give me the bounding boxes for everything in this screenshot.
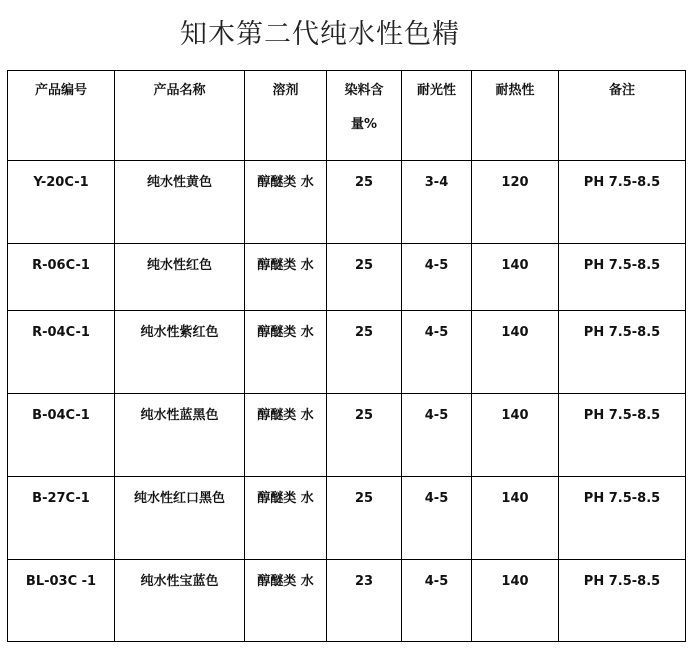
cell-solvent: 醇醚类 水 [245, 311, 327, 394]
cell-code: B-27C-1 [8, 477, 115, 560]
header-note: 备注 [559, 71, 686, 161]
cell-light-fastness: 4-5 [402, 477, 472, 560]
cell-dye-content: 23 [327, 560, 402, 642]
cell-note: PH 7.5-8.5 [559, 560, 686, 642]
cell-solvent: 醇醚类 水 [245, 560, 327, 642]
cell-note: PH 7.5-8.5 [559, 394, 686, 477]
cell-code: BL-03C -1 [8, 560, 115, 642]
cell-dye-content: 25 [327, 244, 402, 311]
product-table [7, 70, 686, 642]
header-name: 产品名称 [115, 71, 245, 161]
header-solvent: 溶剂 [245, 71, 327, 161]
cell-light-fastness: 4-5 [402, 244, 472, 311]
table-row [8, 244, 686, 311]
cell-name: 纯水性蓝黑色 [115, 394, 245, 477]
cell-light-fastness: 3-4 [402, 161, 472, 244]
cell-name: 纯水性红口黑色 [115, 477, 245, 560]
table-row [8, 161, 686, 244]
cell-dye-content: 25 [327, 311, 402, 394]
cell-solvent: 醇醚类 水 [245, 244, 327, 311]
cell-code: B-04C-1 [8, 394, 115, 477]
cell-solvent: 醇醚类 水 [245, 394, 327, 477]
cell-light-fastness: 4-5 [402, 311, 472, 394]
cell-dye-content: 25 [327, 477, 402, 560]
table-row [8, 311, 686, 394]
cell-name: 纯水性红色 [115, 244, 245, 311]
page-title: 知木第二代纯水性色精 [180, 19, 460, 50]
cell-heat-resistance: 140 [472, 244, 559, 311]
cell-name: 纯水性宝蓝色 [115, 560, 245, 642]
table-row [8, 560, 686, 642]
cell-note: PH 7.5-8.5 [559, 311, 686, 394]
cell-name: 纯水性紫红色 [115, 311, 245, 394]
cell-dye-content: 25 [327, 161, 402, 244]
cell-heat-resistance: 140 [472, 311, 559, 394]
header-code: 产品编号 [8, 71, 115, 161]
cell-name: 纯水性黄色 [115, 161, 245, 244]
table-row [8, 394, 686, 477]
cell-heat-resistance: 120 [472, 161, 559, 244]
cell-light-fastness: 4-5 [402, 394, 472, 477]
table-row [8, 477, 686, 560]
cell-light-fastness: 4-5 [402, 560, 472, 642]
cell-solvent: 醇醚类 水 [245, 477, 327, 560]
cell-dye-content: 25 [327, 394, 402, 477]
cell-heat-resistance: 140 [472, 560, 559, 642]
cell-code: R-04C-1 [8, 311, 115, 394]
header-heat-resistance: 耐热性 [472, 71, 559, 161]
cell-note: PH 7.5-8.5 [559, 477, 686, 560]
header-dye-content: 染料含 量% [327, 71, 402, 161]
cell-solvent: 醇醚类 水 [245, 161, 327, 244]
cell-code: Y-20C-1 [8, 161, 115, 244]
header-light-fastness: 耐光性 [402, 71, 472, 161]
cell-note: PH 7.5-8.5 [559, 161, 686, 244]
cell-heat-resistance: 140 [472, 477, 559, 560]
table-header-row [8, 71, 686, 161]
cell-heat-resistance: 140 [472, 394, 559, 477]
cell-code: R-06C-1 [8, 244, 115, 311]
cell-note: PH 7.5-8.5 [559, 244, 686, 311]
